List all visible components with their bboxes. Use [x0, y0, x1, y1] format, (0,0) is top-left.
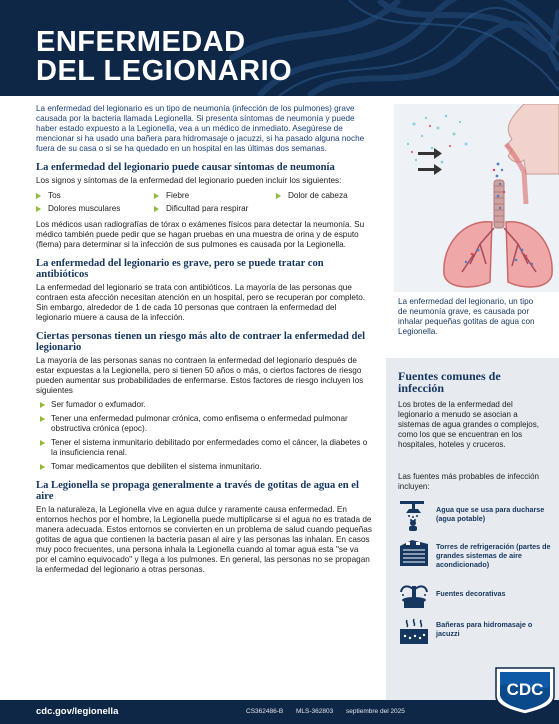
symptom-item: Tos — [36, 191, 154, 201]
source-item — [398, 538, 558, 568]
list-item: Tener el sistema inmunitario debilitado por enfermedades como el cáncer, la diabetes o la insuficiencia renal. — [36, 438, 372, 458]
list-item: Tomar medicamentos que debiliten el sistema inmunitario. — [36, 462, 372, 472]
list-item: Tener una enfermedad pulmonar crónica, como enfisema o enfermedad pulmonar obstructiva crónica (epoc). — [36, 414, 372, 434]
intro-paragraph: La enfermedad del legionario es un tipo de neumonía (infección de los pulmones) grave causada por la bacteria llamada Legionella. Si presenta síntomas de neumonía y puede haber estado expuesto a la Legionella, vea a un médico de inmediato. Asegúrese de mencionar si ha usado una bañera para hidromasaje o jacuzzi, si ha pasado alguna noche fuera de su casa o si se ha quedado en un hospital en las últimas dos semanas. — [36, 104, 365, 153]
risk-factor-list — [36, 400, 372, 472]
triangle-bullet-icon — [40, 416, 45, 422]
symptoms-lead: Los signos y síntomas de la enfermedad del legionario pueden incluir los siguientes: — [36, 176, 342, 185]
sidebar-infection-sources — [386, 358, 559, 700]
source-label: Bañeras para hidromasaje o jacuzzi — [436, 620, 533, 638]
triangle-bullet-icon — [40, 402, 45, 408]
lungs-inhalation-icon — [394, 104, 559, 292]
risk-paragraph: La mayoría de las personas sanas no contraen la enfermedad del legionario después de estar expuestas a la Legionella, pero si tienen 50 años o más, o ciertos factores de riesgo pueden aumentar sus probabilidades de enfermarse. Estos factores de riesgo incluyen los siguientes — [36, 356, 364, 395]
section-heading-symptoms: La enfermedad del legionario puede causar síntomas de neumonía — [36, 162, 335, 173]
list-item: Ser fumador o exfumador. — [36, 400, 372, 410]
triangle-bullet-icon — [276, 193, 281, 199]
footer-code: MLS-362803 — [296, 708, 334, 715]
footer-date: septiembre del 2025 — [346, 708, 405, 715]
cdc-logo-text: CDC — [506, 680, 544, 699]
symptom-item: Fiebre — [154, 191, 276, 201]
illustration-caption: La enfermedad del legionario, un tipo de neumonía grave, es causada por inhalar pequeñas gotitas de agua con Legionella. — [398, 297, 535, 336]
sidebar-paragraph: Los brotes de la enfermedad del legionario a menudo se asocian a sistemas de agua grandes o complejos, como los que se encuentran en los hospitales, hoteles y cruceros. — [398, 400, 539, 449]
treatment-paragraph: La enfermedad del legionario se trata con antibióticos. La mayoría de las personas que contraen esta afección necesitan atención en un hospital, pero se recuperan por completo. Sin embargo, alrededor de 1 de cada 10 personas que contraen la enfermedad del legionario muere a causa de la infección. — [36, 283, 366, 322]
symptom-item: Dolor de cabeza — [276, 191, 372, 201]
source-label: Agua que se usa para ducharse (agua potable) — [436, 505, 545, 523]
triangle-bullet-icon — [154, 206, 159, 212]
section-heading-spread: La Legionella se propaga generalmente a través de gotitas de agua en el aire — [36, 480, 359, 502]
title-line-1: ENFERMEDAD — [36, 26, 246, 58]
cooling-tower-icon — [398, 538, 430, 568]
triangle-bullet-icon — [40, 464, 45, 470]
shower-icon — [398, 501, 430, 531]
header-banner — [0, 0, 559, 96]
sidebar-title: Fuentes comunes de infección — [398, 369, 501, 395]
section-heading-risk: Ciertas personas tienen un riesgo más alto de contraer la enfermedad del legionario — [36, 331, 366, 353]
page-title — [36, 28, 292, 86]
footer-code: CS362486-B — [246, 708, 284, 715]
lungs-illustration — [394, 104, 559, 292]
triangle-bullet-icon — [36, 193, 41, 199]
symptom-item: Dolores musculares — [36, 204, 154, 214]
hot-tub-icon — [398, 616, 430, 646]
fountain-icon — [398, 580, 430, 610]
title-line-2: DEL LEGIONARIO — [36, 55, 293, 87]
symptom-item: Dificultad para respirar — [154, 204, 372, 214]
spread-paragraph: En la naturaleza, la Legionella vive en agua dulce y raramente causa enfermedad. En entornos hechos por el hombre, la Legionella puede multiplicarse si el agua no es tratada de manera adecuada. Estos entornos se convierten en un problema de salud cuando pequeñas gotitas de agua que contienen la bacteria pasan al aire y las personas las inhalan. En casos muy poco frecuentes, una persona inhala la Legionella cuando al tomar agua esta "se va por el camino equivocado" y llega a los pulmones. En general, las personas no se propagan la enfermedad del legionario a otras personas. — [36, 505, 372, 574]
cdc-logo — [492, 664, 558, 716]
symptom-list — [36, 191, 372, 214]
main-column — [36, 104, 372, 575]
source-item — [398, 501, 558, 531]
diagnosis-paragraph: Los médicos usan radiografías de tórax o exámenes físicos para detectar la neumonía. Su médico también puede pedir que se hagan pruebas en una muestra de orina y de esputo (flema) para determinar si la infección de sus pulmones es causada por la Legionella. — [36, 220, 365, 249]
source-label: Fuentes decorativas — [436, 589, 506, 598]
footer-bar — [0, 700, 559, 724]
source-label: Torres de refrigeración (partes de grandes sistemas de aire acondicionado) — [436, 542, 551, 569]
source-item — [398, 580, 558, 610]
triangle-bullet-icon — [154, 193, 159, 199]
source-item — [398, 616, 558, 646]
sidebar-sources-lead: Las fuentes más probables de infección incluyen: — [398, 472, 539, 491]
footer-url-link[interactable]: cdc.gov/legionella — [36, 706, 119, 717]
section-heading-treatment: La enfermedad del legionario es grave, pero se puede tratar con antibióticos — [36, 258, 324, 280]
triangle-bullet-icon — [40, 440, 45, 446]
triangle-bullet-icon — [36, 206, 41, 212]
